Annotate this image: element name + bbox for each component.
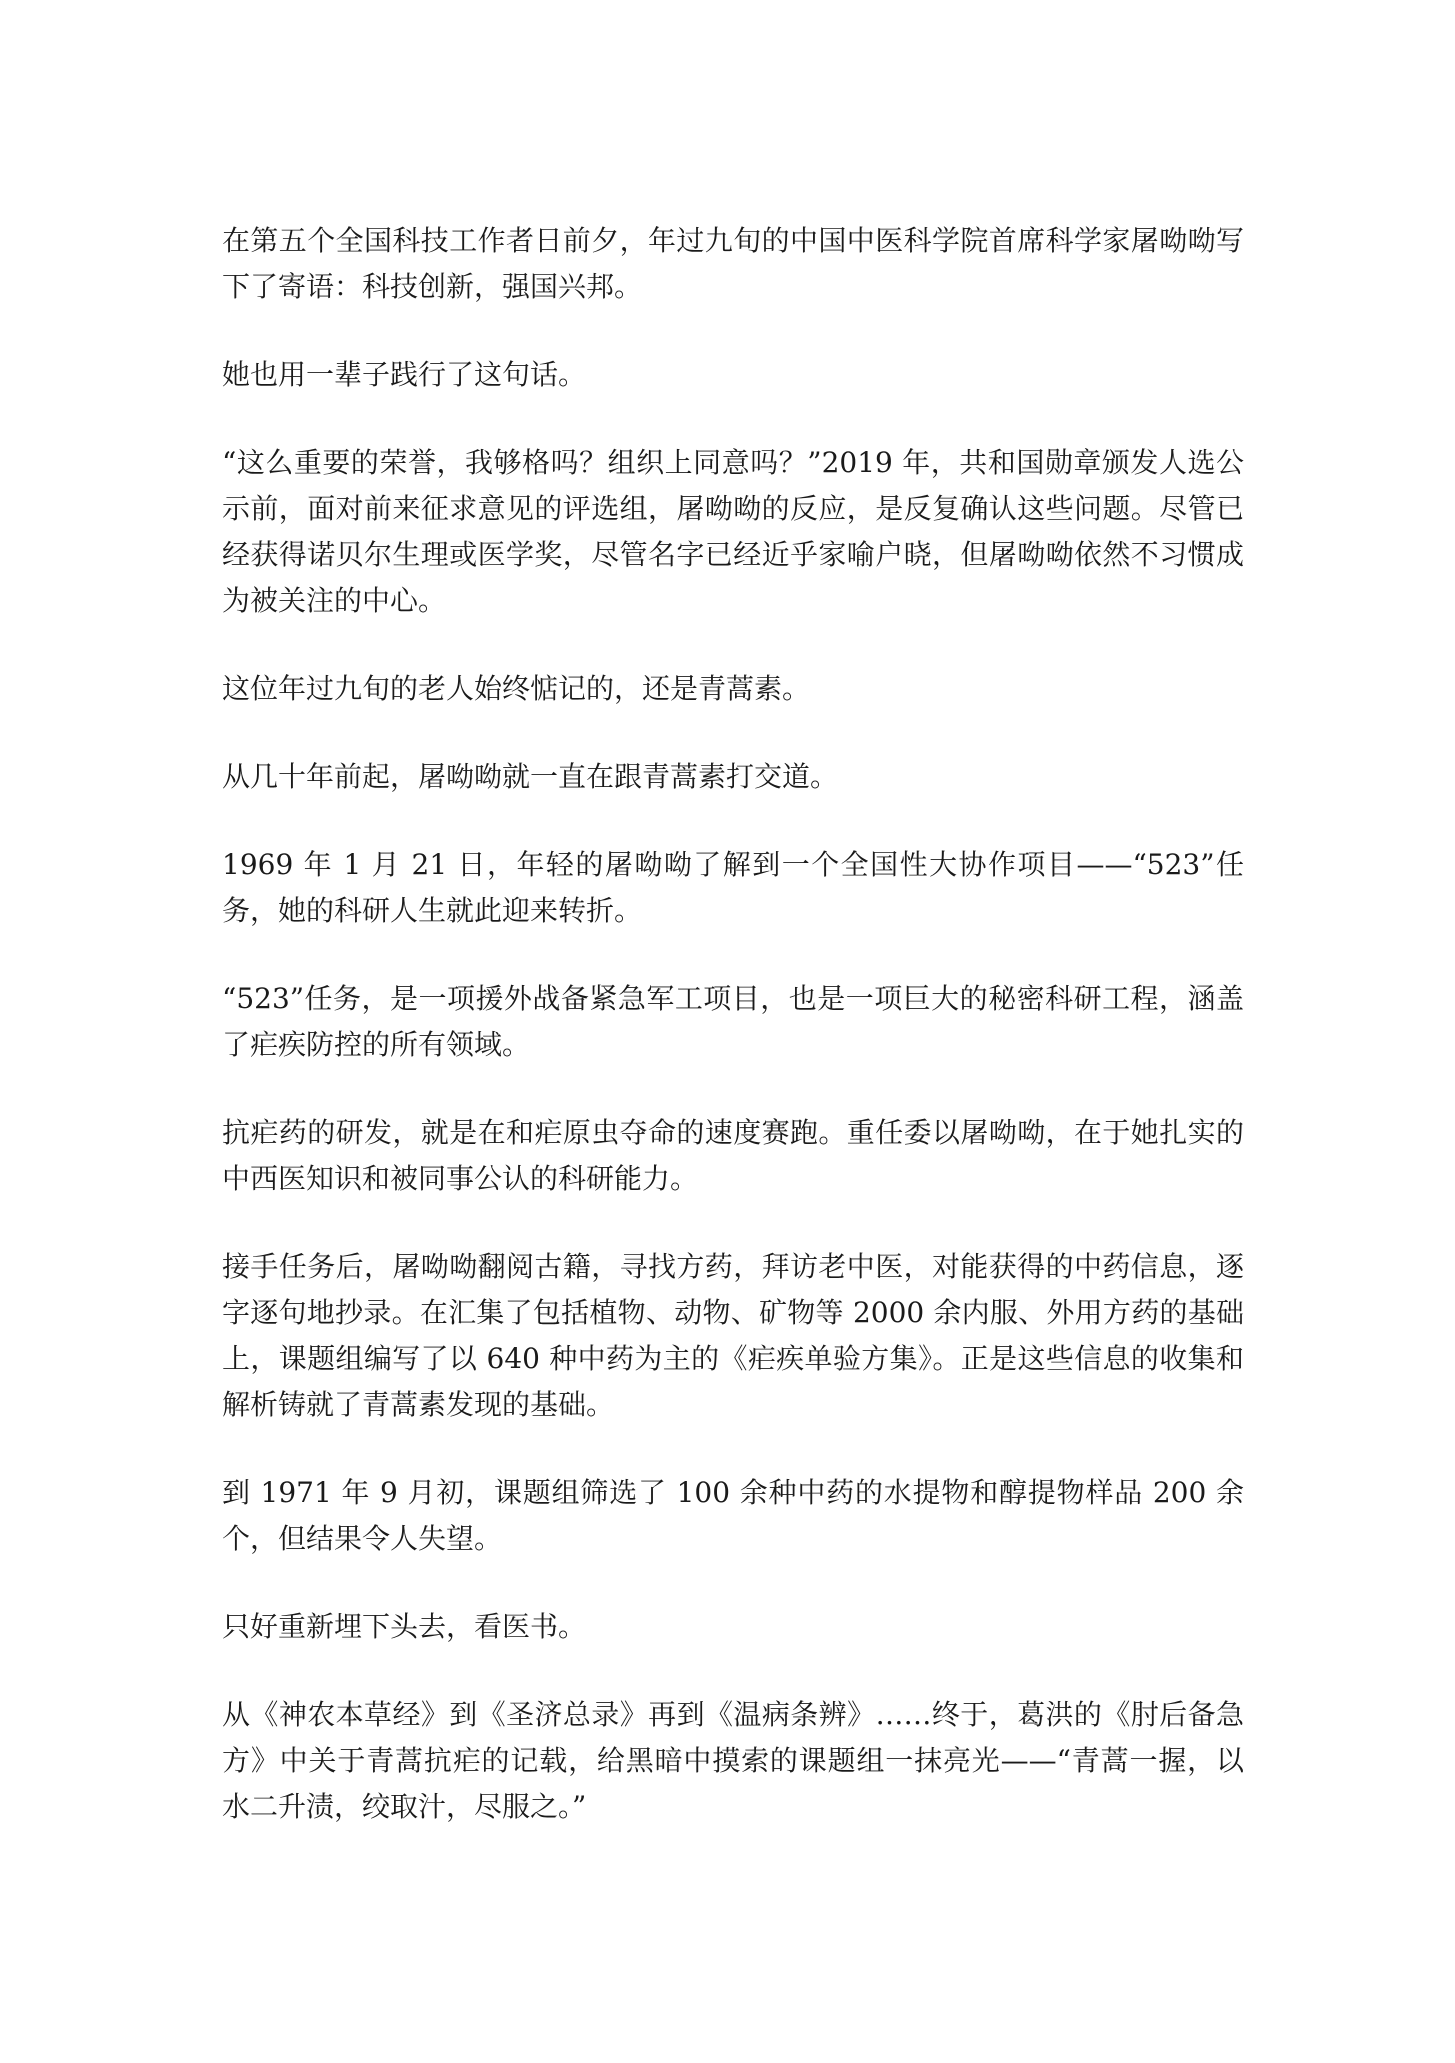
paragraph: 从《神农本草经》到《圣济总录》再到《温病条辨》……终于，葛洪的《肘后备急方》中关于青蒿抗疟的记载，给黑暗中摸索的课题组一抹亮光——“青蒿一握，以水二升渍，绞取汁，尽服之。” — [222, 1698, 1244, 1823]
paragraph: 这位年过九旬的老人始终惦记的，还是青蒿素。 — [222, 672, 811, 705]
paragraph: 从几十年前起，屠呦呦就一直在跟青蒿素打交道。 — [222, 760, 839, 793]
paragraph: “523”任务，是一项援外战备紧急军工项目，也是一项巨大的秘密科研工程，涵盖了疟疾防控的所有领域。 — [222, 982, 1244, 1061]
paragraph: 到 1971 年 9 月初，课题组筛选了 100 余种中药的水提物和醇提物样品 200 余个，但结果令人失望。 — [222, 1476, 1244, 1555]
paragraph: 只好重新埋下头去，看医书。 — [222, 1610, 587, 1643]
paragraph: 抗疟药的研发，就是在和疟原虫夺命的速度赛跑。重任委以屠呦呦，在于她扎实的中西医知识和被同事公认的科研能力。 — [222, 1116, 1244, 1195]
article-body — [222, 218, 1244, 1830]
paragraph: 接手任务后，屠呦呦翻阅古籍，寻找方药，拜访老中医，对能获得的中药信息，逐字逐句地抄录。在汇集了包括植物、动物、矿物等 2000 余内服、外用方药的基础上，课题组编写了以 640 种中药为主的《疟疾单验方集》。正是这些信息的收集和解析铸就了青蒿素发现的基础。 — [222, 1250, 1244, 1421]
paragraph: “这么重要的荣誉，我够格吗？组织上同意吗？”2019 年，共和国勋章颁发人选公示前，面对前来征求意见的评选组，屠呦呦的反应，是反复确认这些问题。尽管已经获得诺贝尔生理或医学奖，尽管名字已经近乎家喻户晓，但屠呦呦依然不习惯成为被关注的中心。 — [222, 446, 1244, 617]
paragraph: 她也用一辈子践行了这句话。 — [222, 358, 587, 391]
paragraph: 1969 年 1 月 21 日，年轻的屠呦呦了解到一个全国性大协作项目——“523”任务，她的科研人生就此迎来转折。 — [222, 848, 1244, 927]
paragraph: 在第五个全国科技工作者日前夕，年过九旬的中国中医科学院首席科学家屠呦呦写下了寄语：科技创新，强国兴邦。 — [222, 224, 1244, 303]
